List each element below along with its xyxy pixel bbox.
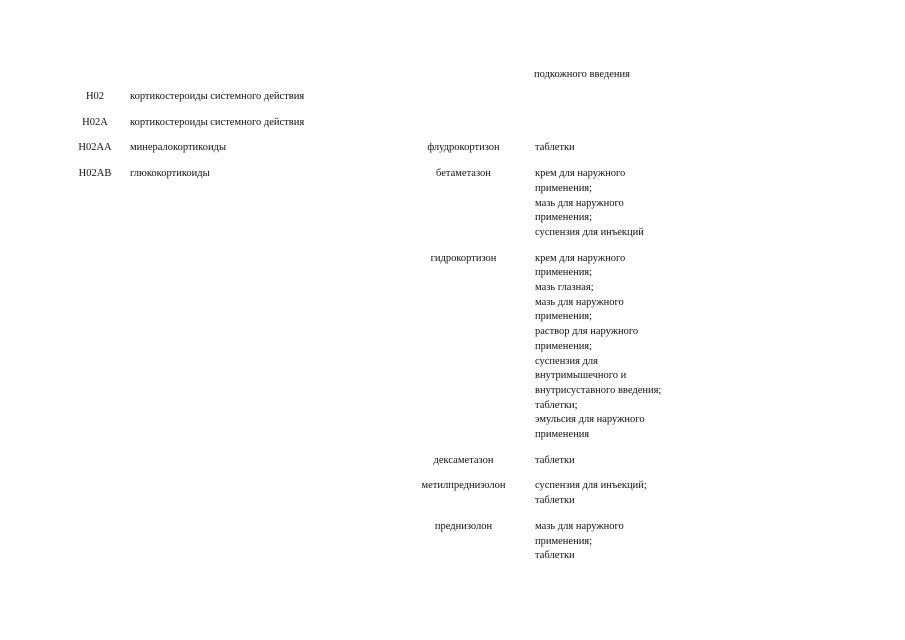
drug-table [60, 90, 710, 575]
dosage-form-line: раствор для наружного [535, 326, 639, 338]
dosage-form-line: суспензия для инъекций; [535, 480, 647, 492]
atc-code [60, 479, 130, 519]
table-row [60, 479, 710, 519]
drug-name: гидрокортизон [430, 252, 497, 264]
dosage-form-line: внутрисуставного введения; [535, 384, 662, 396]
table-row [60, 252, 710, 454]
dosage-form-line: мазь для наружного [535, 197, 624, 209]
dosage-form-line: суспензия для [535, 355, 598, 367]
dosage-form-line: применения; [535, 311, 593, 323]
dosage-forms [535, 520, 710, 575]
atc-code: H02AB [78, 168, 112, 180]
drug-name [392, 116, 535, 142]
table-row [60, 116, 710, 142]
dosage-form-line: таблетки [535, 142, 575, 154]
dosage-form-line: крем для наружного [535, 168, 626, 180]
drug-name [392, 90, 535, 116]
atc-group-name: глюкокортикоиды [130, 168, 210, 180]
atc-code [60, 520, 130, 575]
drug-name: бетаметазон [436, 168, 491, 180]
atc-group-name [130, 252, 392, 454]
dosage-form-line: эмульсия для наружного [535, 414, 645, 426]
atc-code: H02 [85, 91, 105, 102]
continuation-text: подкожного введения [534, 69, 630, 80]
atc-group-name [130, 479, 392, 519]
table-row [60, 520, 710, 575]
atc-code: H02A [82, 116, 108, 128]
atc-group-name: кортикостероиды системного действия [130, 116, 305, 128]
dosage-forms [535, 141, 710, 167]
dosage-form-line: применения; [535, 340, 593, 352]
atc-group-name [130, 520, 392, 575]
dosage-form-line: крем для наружного [535, 252, 626, 264]
drug-name: метилпреднизолон [421, 480, 506, 492]
dosage-forms [535, 479, 710, 519]
dosage-form-line: таблетки [535, 550, 575, 562]
table-row [60, 90, 710, 116]
atc-code [60, 454, 130, 480]
dosage-forms [535, 252, 710, 454]
atc-group-name [130, 454, 392, 480]
drug-name: флудрокортизон [427, 142, 500, 154]
dosage-forms [535, 167, 710, 252]
dosage-form-line: мазь глазная; [535, 282, 594, 294]
table-row [60, 141, 710, 167]
dosage-form-line: применения; [535, 267, 593, 279]
dosage-form-line: применения [535, 429, 590, 441]
dosage-form-line: суспензия для инъекций [535, 226, 644, 238]
dosage-form-line: применения; [535, 535, 593, 547]
dosage-form-line: применения; [535, 182, 593, 194]
dosage-forms [535, 454, 710, 480]
table-row [60, 454, 710, 480]
dosage-form-line: таблетки; [535, 399, 578, 411]
dosage-form-line: применения; [535, 212, 593, 224]
dosage-form-line: таблетки [535, 454, 575, 466]
drug-name: дексаметазон [433, 454, 494, 466]
atc-code [60, 252, 130, 454]
dosage-form-line: мазь для наружного [535, 296, 624, 308]
dosage-form-line: мазь для наружного [535, 520, 624, 532]
table-row [60, 167, 710, 252]
dosage-form-line: внутримышечного и [535, 370, 627, 382]
dosage-forms [535, 90, 710, 116]
dosage-forms [535, 116, 710, 142]
atc-code: H02AA [78, 142, 112, 154]
dosage-form-line: таблетки [535, 495, 575, 507]
drug-name: преднизолон [434, 520, 493, 532]
atc-group-name: кортикостероиды системного действия [130, 91, 305, 102]
atc-group-name: минералокортикоиды [130, 142, 227, 154]
